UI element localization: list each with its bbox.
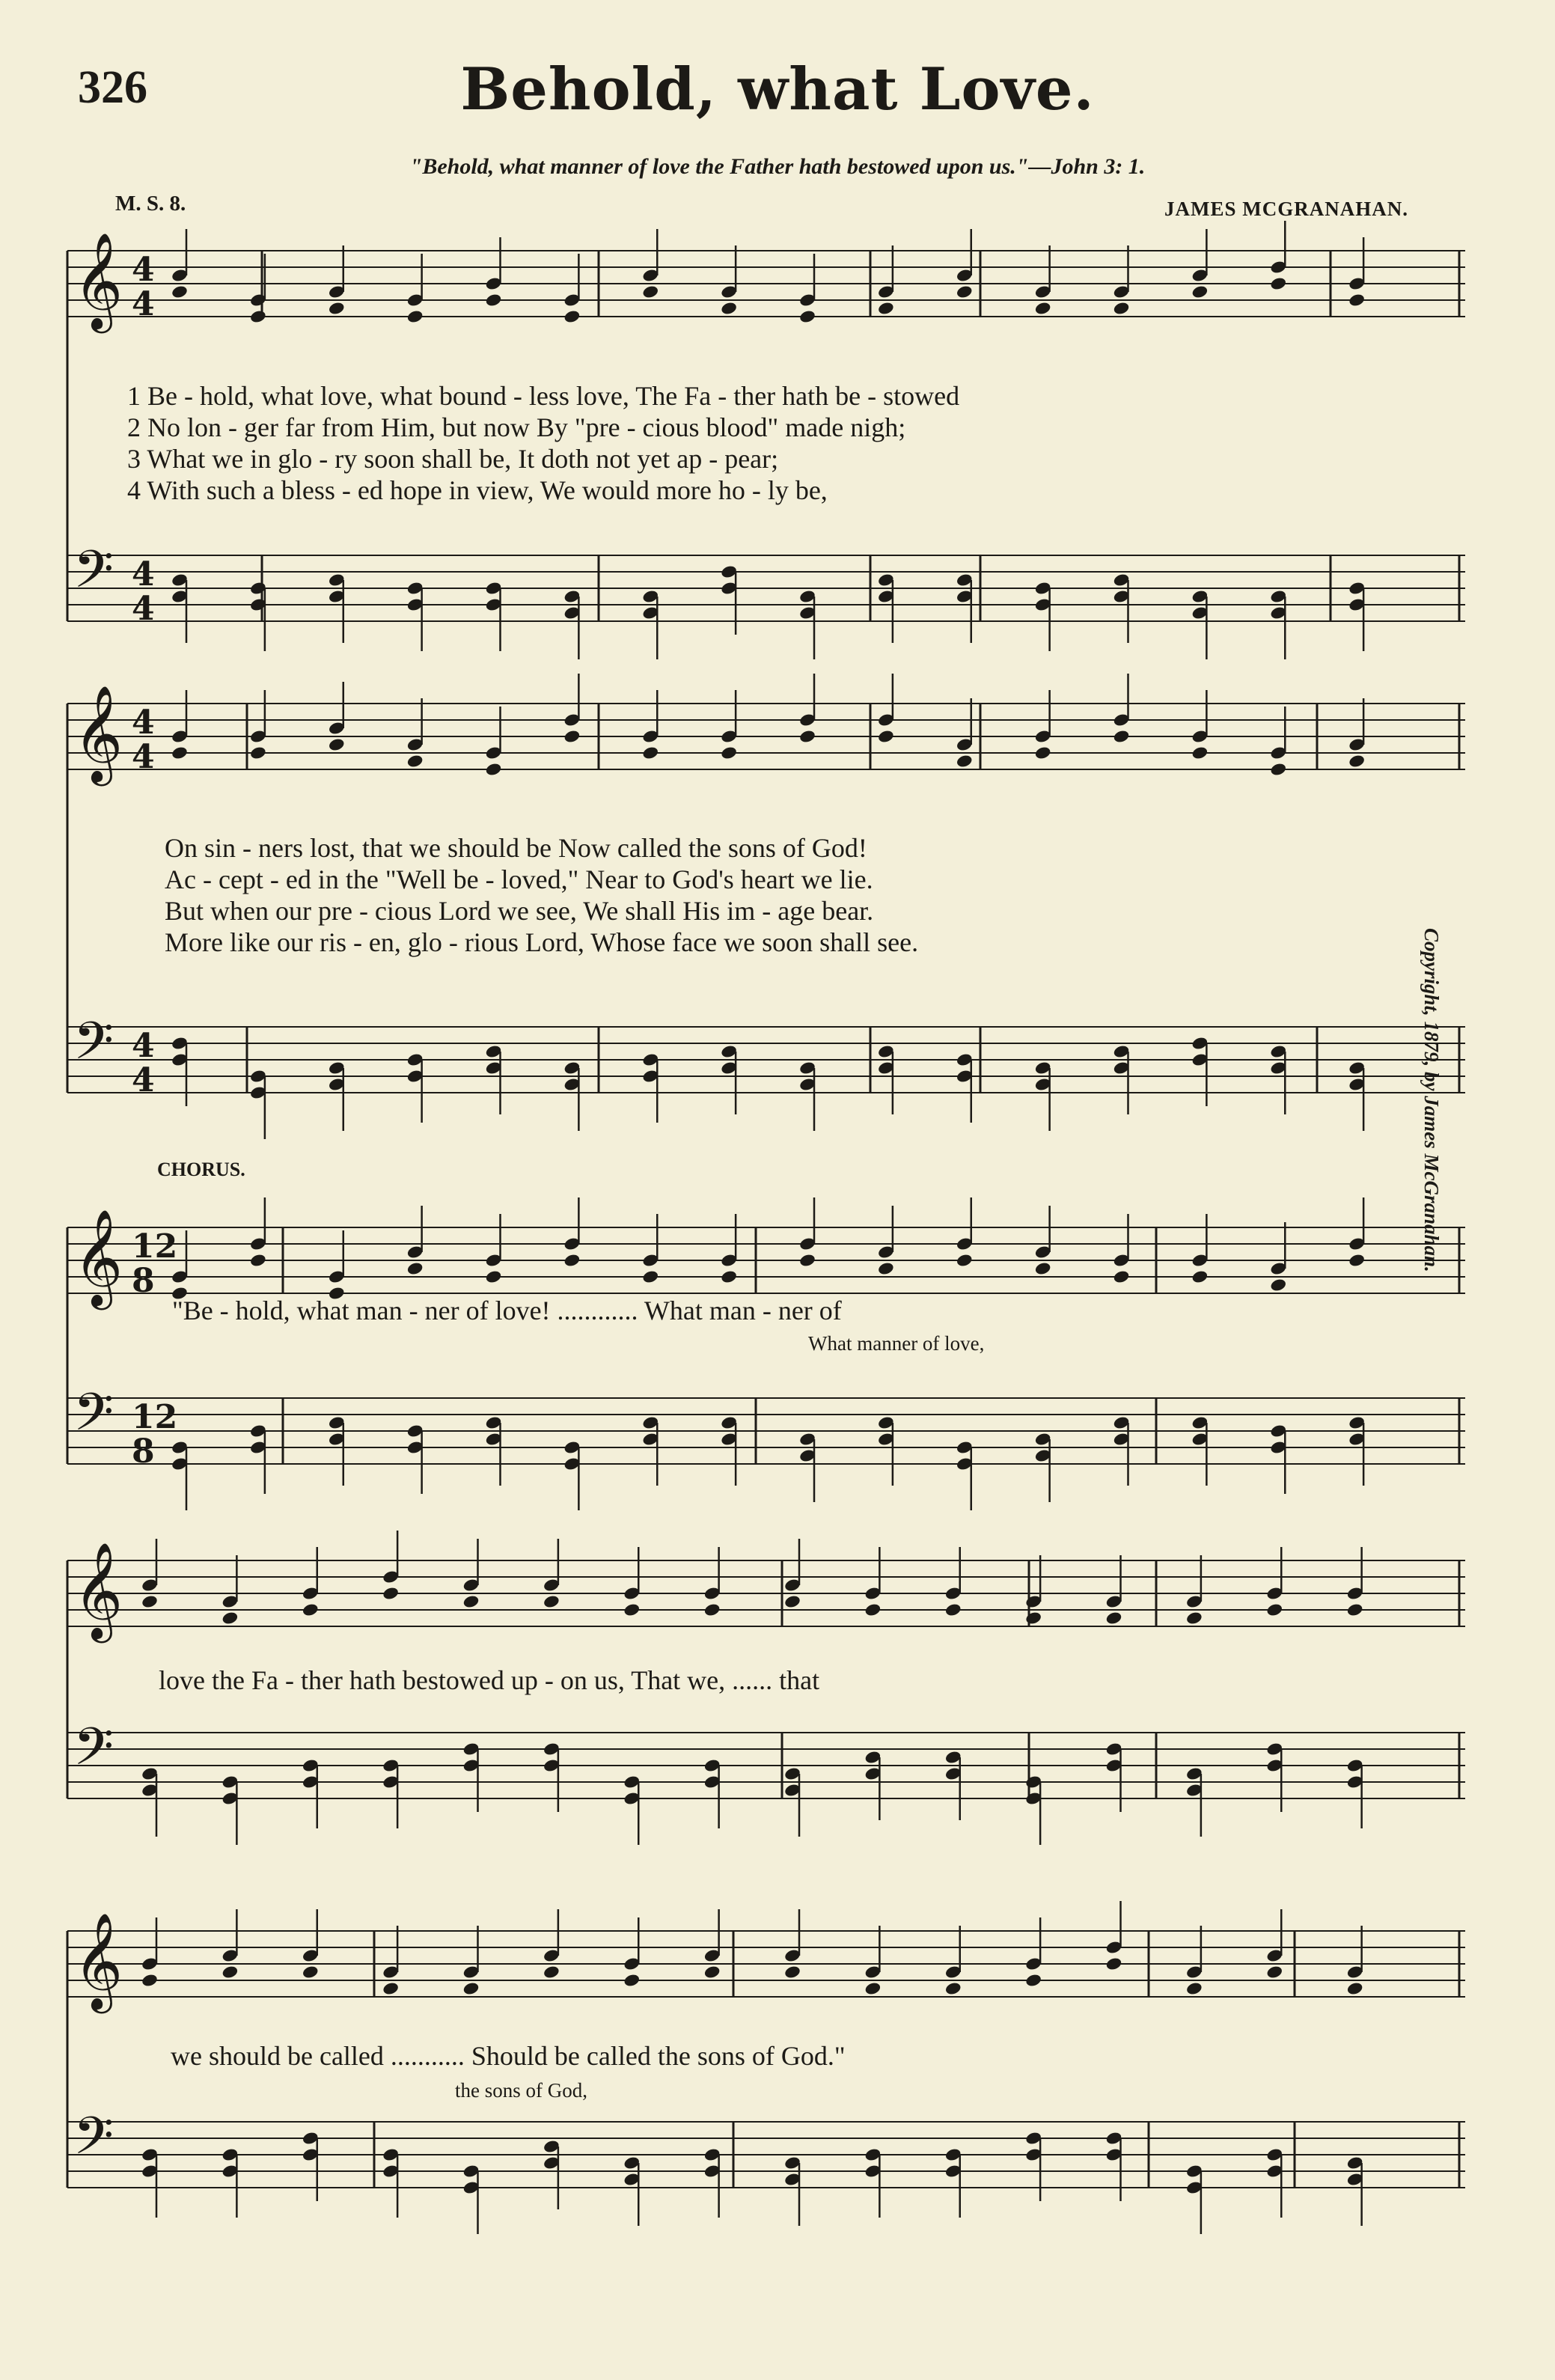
- chorus-line-3: we should be called ........... Should be called the sons of God.": [171, 2041, 846, 2071]
- bass-clef: 𝄢: [73, 1716, 114, 1789]
- note-head: [222, 1611, 239, 1626]
- time-signature-numerator: 4: [132, 555, 155, 594]
- note-head: [798, 1253, 816, 1268]
- verse-3-line-2: But when our pre - cious Lord we see, We shall His im - age bear.: [165, 896, 874, 926]
- note-head: [462, 1981, 480, 1996]
- note-head: [141, 1973, 159, 1988]
- note-head: [1024, 1611, 1042, 1626]
- note-head: [1348, 754, 1366, 769]
- time-signature-denominator: 4: [132, 590, 155, 628]
- note-head: [864, 1602, 882, 1617]
- note-head: [302, 1602, 320, 1617]
- verse-1-line-2: On sin - ners lost, that we should be Now called the sons of God!: [165, 833, 867, 863]
- composer-credit: JAMES MCGRANAHAN.: [1164, 198, 1408, 220]
- note-head: [1034, 745, 1052, 760]
- note-head: [563, 309, 581, 324]
- note-head: [1191, 1269, 1209, 1284]
- page-number: 326: [78, 62, 147, 113]
- note-head: [864, 1981, 882, 1996]
- note-head: [1346, 1981, 1364, 1996]
- note-head: [1034, 1261, 1052, 1276]
- note-head: [1265, 1602, 1283, 1617]
- note-head: [703, 1602, 721, 1617]
- note-head: [877, 301, 895, 316]
- note-head: [249, 1253, 267, 1268]
- note-head: [641, 1269, 659, 1284]
- bass-clef: 𝄢: [73, 2105, 114, 2179]
- note-head: [1113, 301, 1131, 316]
- verse-4-line-2: More like our ris - en, glo - rious Lord, Whose face we soon shall see.: [165, 927, 919, 957]
- verse-4-line-1: 4 With such a bless - ed hope in view, We would more ho - ly be,: [127, 475, 828, 505]
- note-head: [1269, 276, 1287, 291]
- treble-clef: 𝄞: [73, 1209, 123, 1306]
- time-signature-numerator: 4: [132, 1027, 155, 1065]
- note-head: [877, 1261, 895, 1276]
- note-head: [1024, 1973, 1042, 1988]
- note-head: [1185, 1981, 1203, 1996]
- verse-3-line-1: 3 What we in glo - ry soon shall be, It doth not yet ap - pear;: [127, 444, 779, 474]
- note-head: [956, 1253, 974, 1268]
- treble-clef: 𝄞: [73, 1542, 123, 1639]
- note-head: [720, 301, 738, 316]
- note-head: [302, 1965, 320, 1980]
- note-head: [783, 1594, 801, 1609]
- chorus-label: CHORUS.: [157, 1159, 245, 1180]
- verse-2-line-1: 2 No lon - ger far from Him, but now By "pre - cious blood" made nigh;: [127, 412, 906, 442]
- treble-clef: 𝄞: [73, 685, 123, 782]
- note-head: [956, 754, 974, 769]
- bass-clef: 𝄢: [73, 539, 114, 612]
- treble-clef: 𝄞: [73, 232, 123, 329]
- chorus-line-1: "Be - hold, what man - ner of love! ............ What man - ner of: [172, 1296, 842, 1325]
- time-signature-denominator: 4: [132, 1061, 155, 1099]
- note-head: [485, 762, 503, 777]
- note-head: [249, 745, 267, 760]
- note-head: [141, 1594, 159, 1609]
- note-head: [1105, 1956, 1123, 1971]
- note-head: [249, 309, 267, 324]
- note-head: [1113, 1269, 1131, 1284]
- scripture-epigraph: "Behold, what manner of love the Father hath bestowed upon us."—John 3: 1.: [409, 154, 1146, 179]
- note-head: [171, 745, 189, 760]
- note-head: [956, 284, 974, 299]
- chorus-line-2: love the Fa - ther hath bestowed up - on us, That we, ...... that: [159, 1665, 820, 1695]
- note-head: [641, 745, 659, 760]
- time-signature-denominator: 8: [132, 1432, 155, 1471]
- note-head: [623, 1602, 641, 1617]
- note-head: [222, 1965, 239, 1980]
- note-head: [783, 1965, 801, 1980]
- note-head: [485, 1269, 503, 1284]
- note-head: [328, 737, 346, 752]
- note-head: [406, 1261, 424, 1276]
- time-signature-denominator: 4: [132, 285, 155, 323]
- note-head: [1034, 301, 1052, 316]
- meter-label: M. S. 8.: [115, 192, 186, 216]
- note-head: [485, 293, 503, 308]
- bass-clef: 𝄢: [73, 1010, 114, 1084]
- note-head: [720, 745, 738, 760]
- time-signature-numerator: 12: [132, 1398, 178, 1436]
- note-head: [1348, 293, 1366, 308]
- note-head: [720, 1269, 738, 1284]
- time-signature-denominator: 4: [132, 738, 155, 776]
- note-head: [406, 309, 424, 324]
- note-head: [462, 1594, 480, 1609]
- note-head: [1269, 762, 1287, 777]
- note-head: [703, 1965, 721, 1980]
- chorus-bass-cue-2: the sons of God,: [455, 2079, 587, 2102]
- verse-1-line-1: 1 Be - hold, what love, what bound - less love, The Fa - ther hath be - stowed: [127, 381, 960, 411]
- note-head: [1105, 1611, 1123, 1626]
- verse-2-line-2: Ac - cept - ed in the "Well be - loved," Near to God's heart we lie.: [165, 864, 873, 894]
- note-head: [1191, 745, 1209, 760]
- time-signature-numerator: 12: [132, 1227, 178, 1266]
- note-head: [1113, 729, 1131, 744]
- note-head: [382, 1981, 400, 1996]
- copyright-notice: Copyright, 1879, by James McGranahan.: [1420, 928, 1443, 1272]
- note-head: [798, 729, 816, 744]
- time-signature-numerator: 4: [132, 704, 155, 742]
- note-head: [798, 309, 816, 324]
- bass-clef: 𝄢: [73, 1382, 114, 1455]
- hymn-title: Behold, what Love.: [460, 55, 1095, 123]
- note-head: [944, 1602, 962, 1617]
- note-head: [641, 284, 659, 299]
- note-head: [328, 301, 346, 316]
- time-signature-denominator: 8: [132, 1262, 155, 1300]
- time-signature-numerator: 4: [132, 251, 155, 289]
- note-head: [1346, 1602, 1364, 1617]
- note-head: [1348, 1253, 1366, 1268]
- note-head: [543, 1594, 560, 1609]
- note-head: [944, 1981, 962, 1996]
- treble-clef: 𝄞: [73, 1912, 123, 2010]
- note-head: [563, 729, 581, 744]
- note-head: [1265, 1965, 1283, 1980]
- chorus-bass-cue-1: What manner of love,: [808, 1332, 985, 1355]
- note-head: [1185, 1611, 1203, 1626]
- note-head: [1269, 1278, 1287, 1293]
- note-head: [623, 1973, 641, 1988]
- note-head: [563, 1253, 581, 1268]
- note-head: [877, 729, 895, 744]
- note-head: [1191, 284, 1209, 299]
- note-head: [543, 1965, 560, 1980]
- note-head: [171, 284, 189, 299]
- note-head: [382, 1586, 400, 1601]
- note-head: [406, 754, 424, 769]
